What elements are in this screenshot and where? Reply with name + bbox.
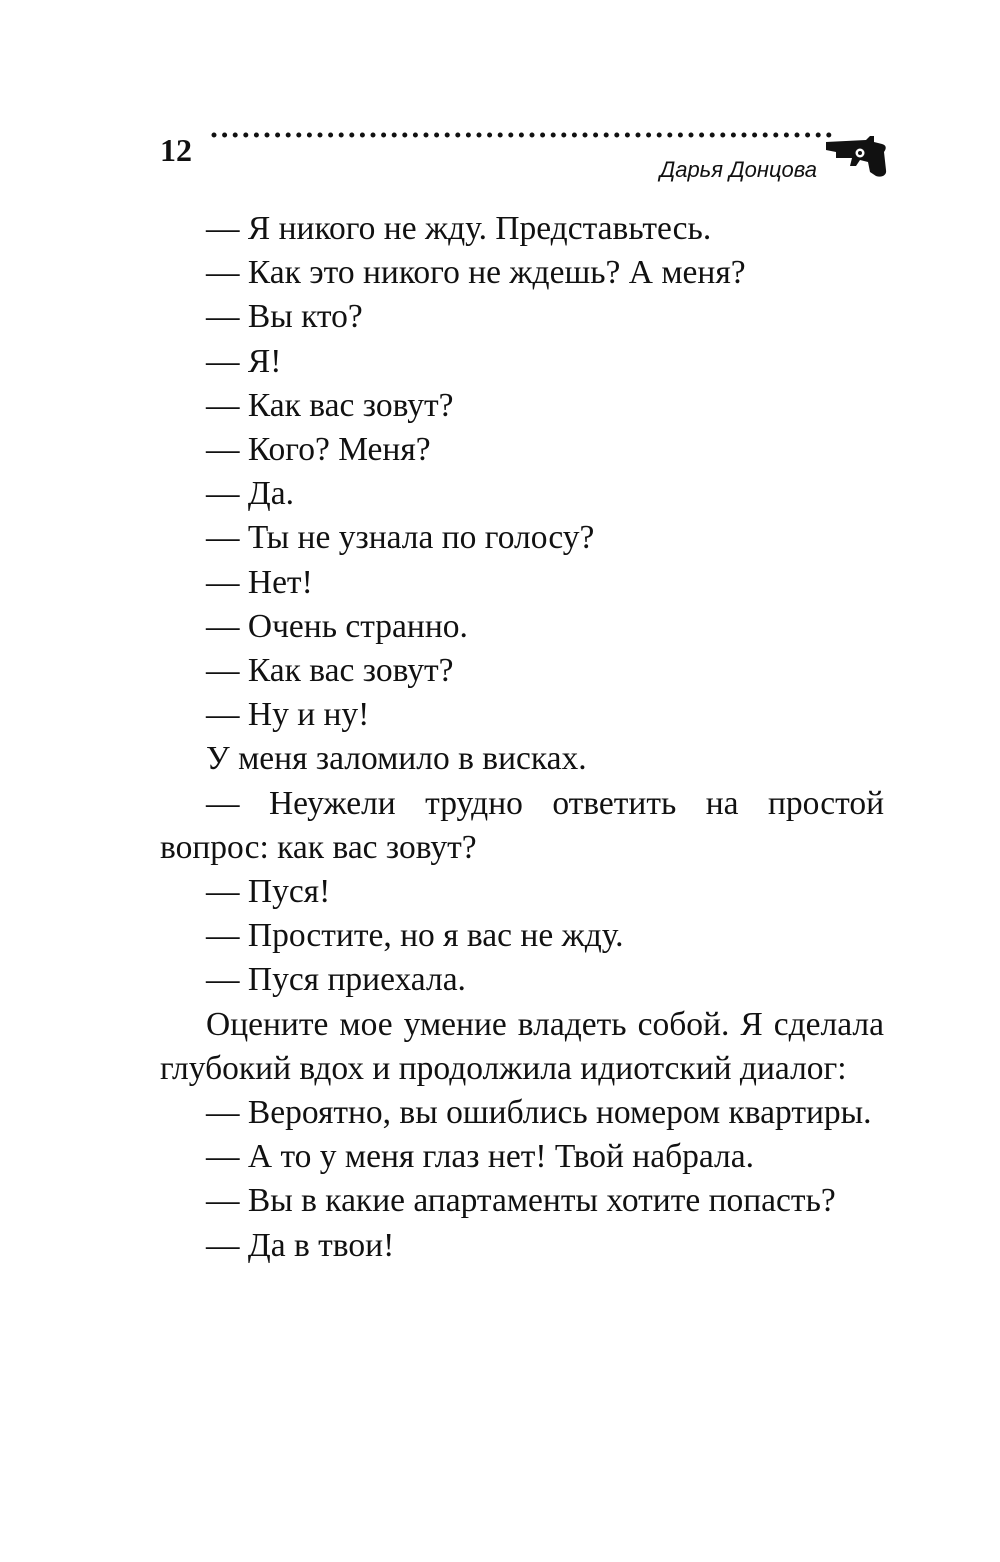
paragraph: — Пуся приехала. [206,961,466,999]
paragraph: — Как вас зовут? [206,652,454,690]
paragraph: У меня заломило в висках. [206,740,587,778]
paragraph: — Вы кто? [206,298,363,336]
paragraph: — Я никого не жду. Представьтесь. [206,210,712,247]
running-head-author: Дарья Донцова [659,157,817,182]
paragraph: — Вы в какие апартаменты хотите попасть? [206,1182,836,1220]
paragraph: — Да в твои! [206,1226,395,1264]
paragraph: — Пуся! [206,873,331,911]
paragraph: — А то у меня глаз нет! Твой набрала. [206,1138,755,1176]
paragraph: — Ты не узнала по голосу? [206,519,595,557]
dotted-rule [210,128,832,142]
paragraph: — Неужели трудно ответить на простой вопрос: как вас зовут? [160,784,884,866]
paragraph: — Ну и ну! [206,696,370,734]
paragraph: — Нет! [206,563,313,601]
paragraph: — Как это никого не ждешь? А меня? [206,254,746,292]
paragraph: — Я! [206,342,282,380]
paragraph: — Как вас зовут? [206,386,454,424]
body-text [160,207,884,1268]
paragraph: — Простите, но я вас не жду. [206,917,624,955]
page-number: 12 [160,132,192,168]
revolver-icon [826,136,888,178]
paragraph: — Вероятно, вы ошиблись номером квартиры. [206,1094,872,1132]
paragraph: — Кого? Меня? [206,431,431,469]
paragraph: — Очень странно. [206,607,468,645]
paragraph: — Да. [206,475,294,513]
paragraph: Оцените мое умение владеть собой. Я сделала глубокий вдох и продолжила идиотский диалог: [160,1005,884,1087]
